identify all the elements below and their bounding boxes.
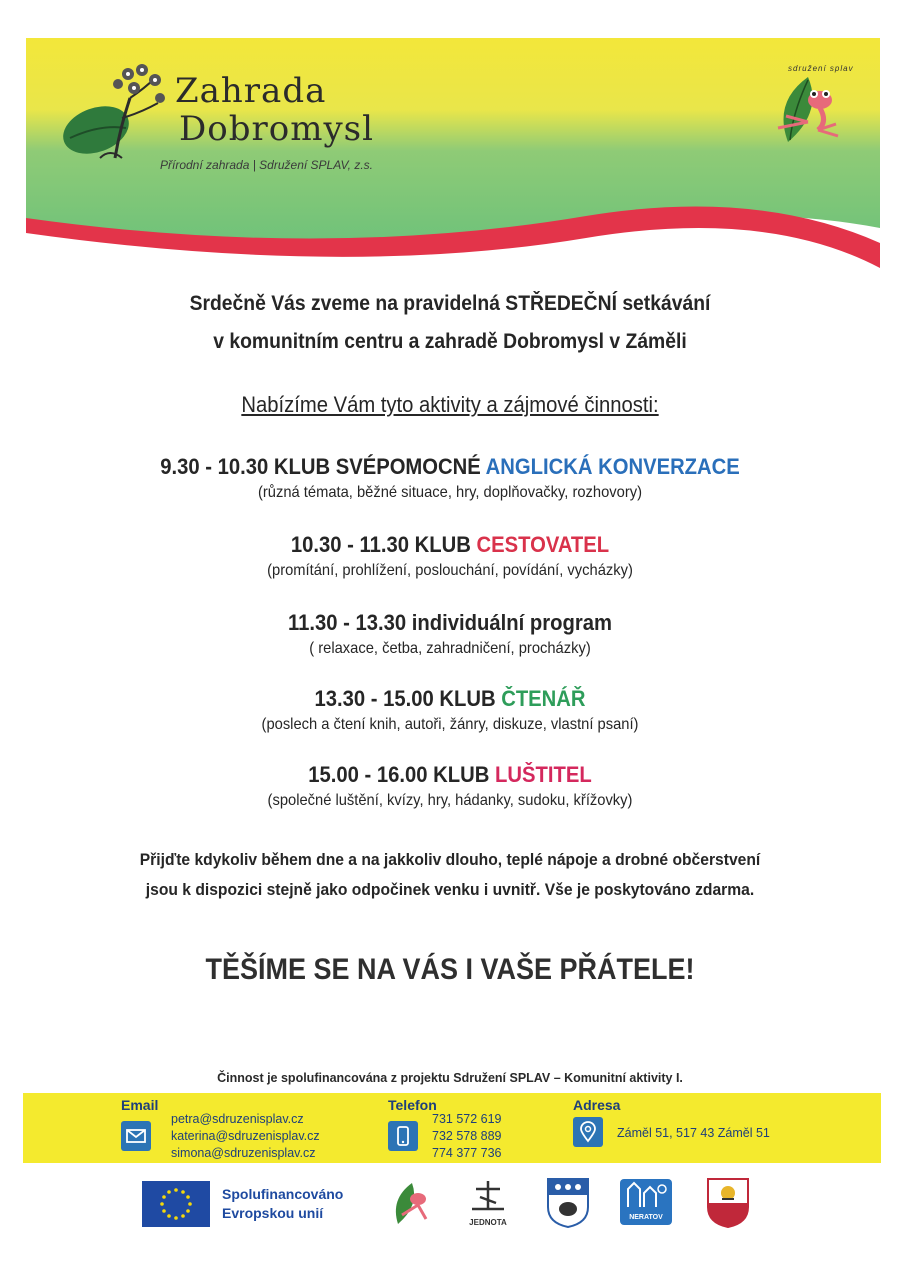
activity-1 — [0, 452, 900, 504]
logo-title — [175, 72, 374, 148]
activity-1-time: 9.30 - 10.30 KLUB SVÉPOMOCNÉ — [160, 454, 486, 479]
activity-3-time: 11.30 - 13.30 individuální program — [288, 610, 612, 635]
activity-5 — [0, 760, 900, 812]
frog-logo-icon — [768, 72, 858, 152]
phone-icon — [388, 1121, 418, 1151]
logo-title-line1: Zahrada — [175, 71, 327, 111]
eu-text-line2: Evropskou unií — [222, 1205, 324, 1221]
activity-1-desc: (různá témata, běžné situace, hry, doplňovačky, rozhovory) — [257, 484, 642, 501]
activity-4-time: 13.30 - 15.00 KLUB — [314, 686, 502, 711]
activity-5-desc: (společné luštění, kvízy, hry, hádanky, sudoku, křížovky) — [267, 792, 633, 809]
location-pin-icon — [573, 1117, 603, 1147]
email-3[interactable]: simona@sdruzenisplav.cz — [171, 1146, 316, 1160]
jednota-logo — [462, 1179, 514, 1229]
contact-bar — [23, 1093, 881, 1163]
activity-2-title — [36, 530, 864, 560]
invitation-line2: v komunitním centru a zahradě Dobromysl v Záměli — [213, 330, 687, 353]
neratov-logo — [620, 1179, 672, 1225]
activity-4-desc: (poslech a čtení knih, autoři, žánry, diskuze, vlastní psaní) — [261, 716, 639, 733]
activity-3-desc: ( relaxace, četba, zahradničení, procházky) — [309, 640, 591, 657]
activity-2-desc: (promítání, prohlížení, poslouchání, povídání, vycházky) — [267, 562, 633, 579]
activity-5-club-name: LUŠTITEL — [495, 762, 592, 787]
activity-4-club-name: ČTENÁŘ — [501, 686, 586, 711]
email-2[interactable]: katerina@sdruzenisplav.cz — [171, 1129, 320, 1143]
logo-title-line2: Dobromysl — [179, 109, 374, 149]
eu-flag-icon — [142, 1181, 210, 1227]
visit-note-line1: Přijďte kdykoliv během dne a na jakkoliv dlouho, teplé nápoje a drobné občerstvení — [139, 850, 761, 869]
coat-of-arms-2-icon — [706, 1177, 750, 1229]
activity-5-title — [36, 760, 864, 790]
garden-logo-icon — [60, 58, 185, 168]
visit-note-line2: jsou k dispozici stejně jako odpočinek venku i uvnitř. Vše je poskytováno zdarma. — [145, 880, 755, 899]
coat-of-arms-1-icon — [546, 1177, 590, 1229]
frog-label: sdružení splav — [788, 64, 854, 73]
phone-1[interactable]: 731 572 619 — [432, 1112, 502, 1126]
address-label: Adresa — [573, 1097, 621, 1113]
activity-4-title — [36, 684, 864, 714]
neratov-text: NERATOV — [629, 1214, 663, 1221]
email-1[interactable]: petra@sdruzenisplav.cz — [171, 1112, 304, 1126]
jednota-text: JEDNOTA — [469, 1218, 507, 1227]
partner-logos — [0, 1175, 900, 1235]
neratov-church-icon — [620, 1179, 672, 1209]
phone-label: Telefon — [388, 1097, 437, 1113]
phone-3[interactable]: 774 377 736 — [432, 1146, 502, 1160]
eu-text-line1: Spolufinancováno — [222, 1186, 344, 1202]
visit-note — [36, 845, 864, 905]
welcome-heading: TĚŠÍME SE NA VÁS I VAŠE PŘÁTELE! — [205, 953, 695, 986]
eu-cofunding-text — [222, 1185, 343, 1223]
offer-heading: Nabízíme Vám tyto aktivity a zájmové činnosti: — [241, 392, 659, 417]
activity-4 — [0, 684, 900, 736]
address-text: Záměl 51, 517 43 Záměl 51 — [617, 1126, 770, 1140]
activity-1-title — [36, 452, 864, 482]
invitation-line1: Srdečně Vás zveme na pravidelná STŘEDEČNÍ setkávání — [189, 292, 711, 315]
email-label: Email — [121, 1097, 159, 1113]
activity-5-time: 15.00 - 16.00 KLUB — [308, 762, 496, 787]
splav-frog-logo-icon — [388, 1179, 436, 1229]
activity-2 — [0, 530, 900, 582]
activity-2-time: 10.30 - 11.30 KLUB — [290, 532, 477, 557]
activity-3-title — [36, 608, 864, 638]
email-icon — [121, 1121, 151, 1151]
funding-note: Činnost je spolufinancována z projektu Sdružení SPLAV – Komunitní aktivity I. — [217, 1071, 683, 1085]
jednota-figure-icon — [462, 1179, 514, 1213]
logo-subtitle: Přírodní zahrada | Sdružení SPLAV, z.s. — [160, 158, 374, 172]
activity-3 — [0, 608, 900, 660]
activity-2-club-name: CESTOVATEL — [476, 532, 610, 557]
invitation-text — [36, 285, 864, 361]
activity-1-club-name: ANGLICKÁ KONVERZACE — [485, 454, 740, 479]
phone-2[interactable]: 732 578 889 — [432, 1129, 502, 1143]
